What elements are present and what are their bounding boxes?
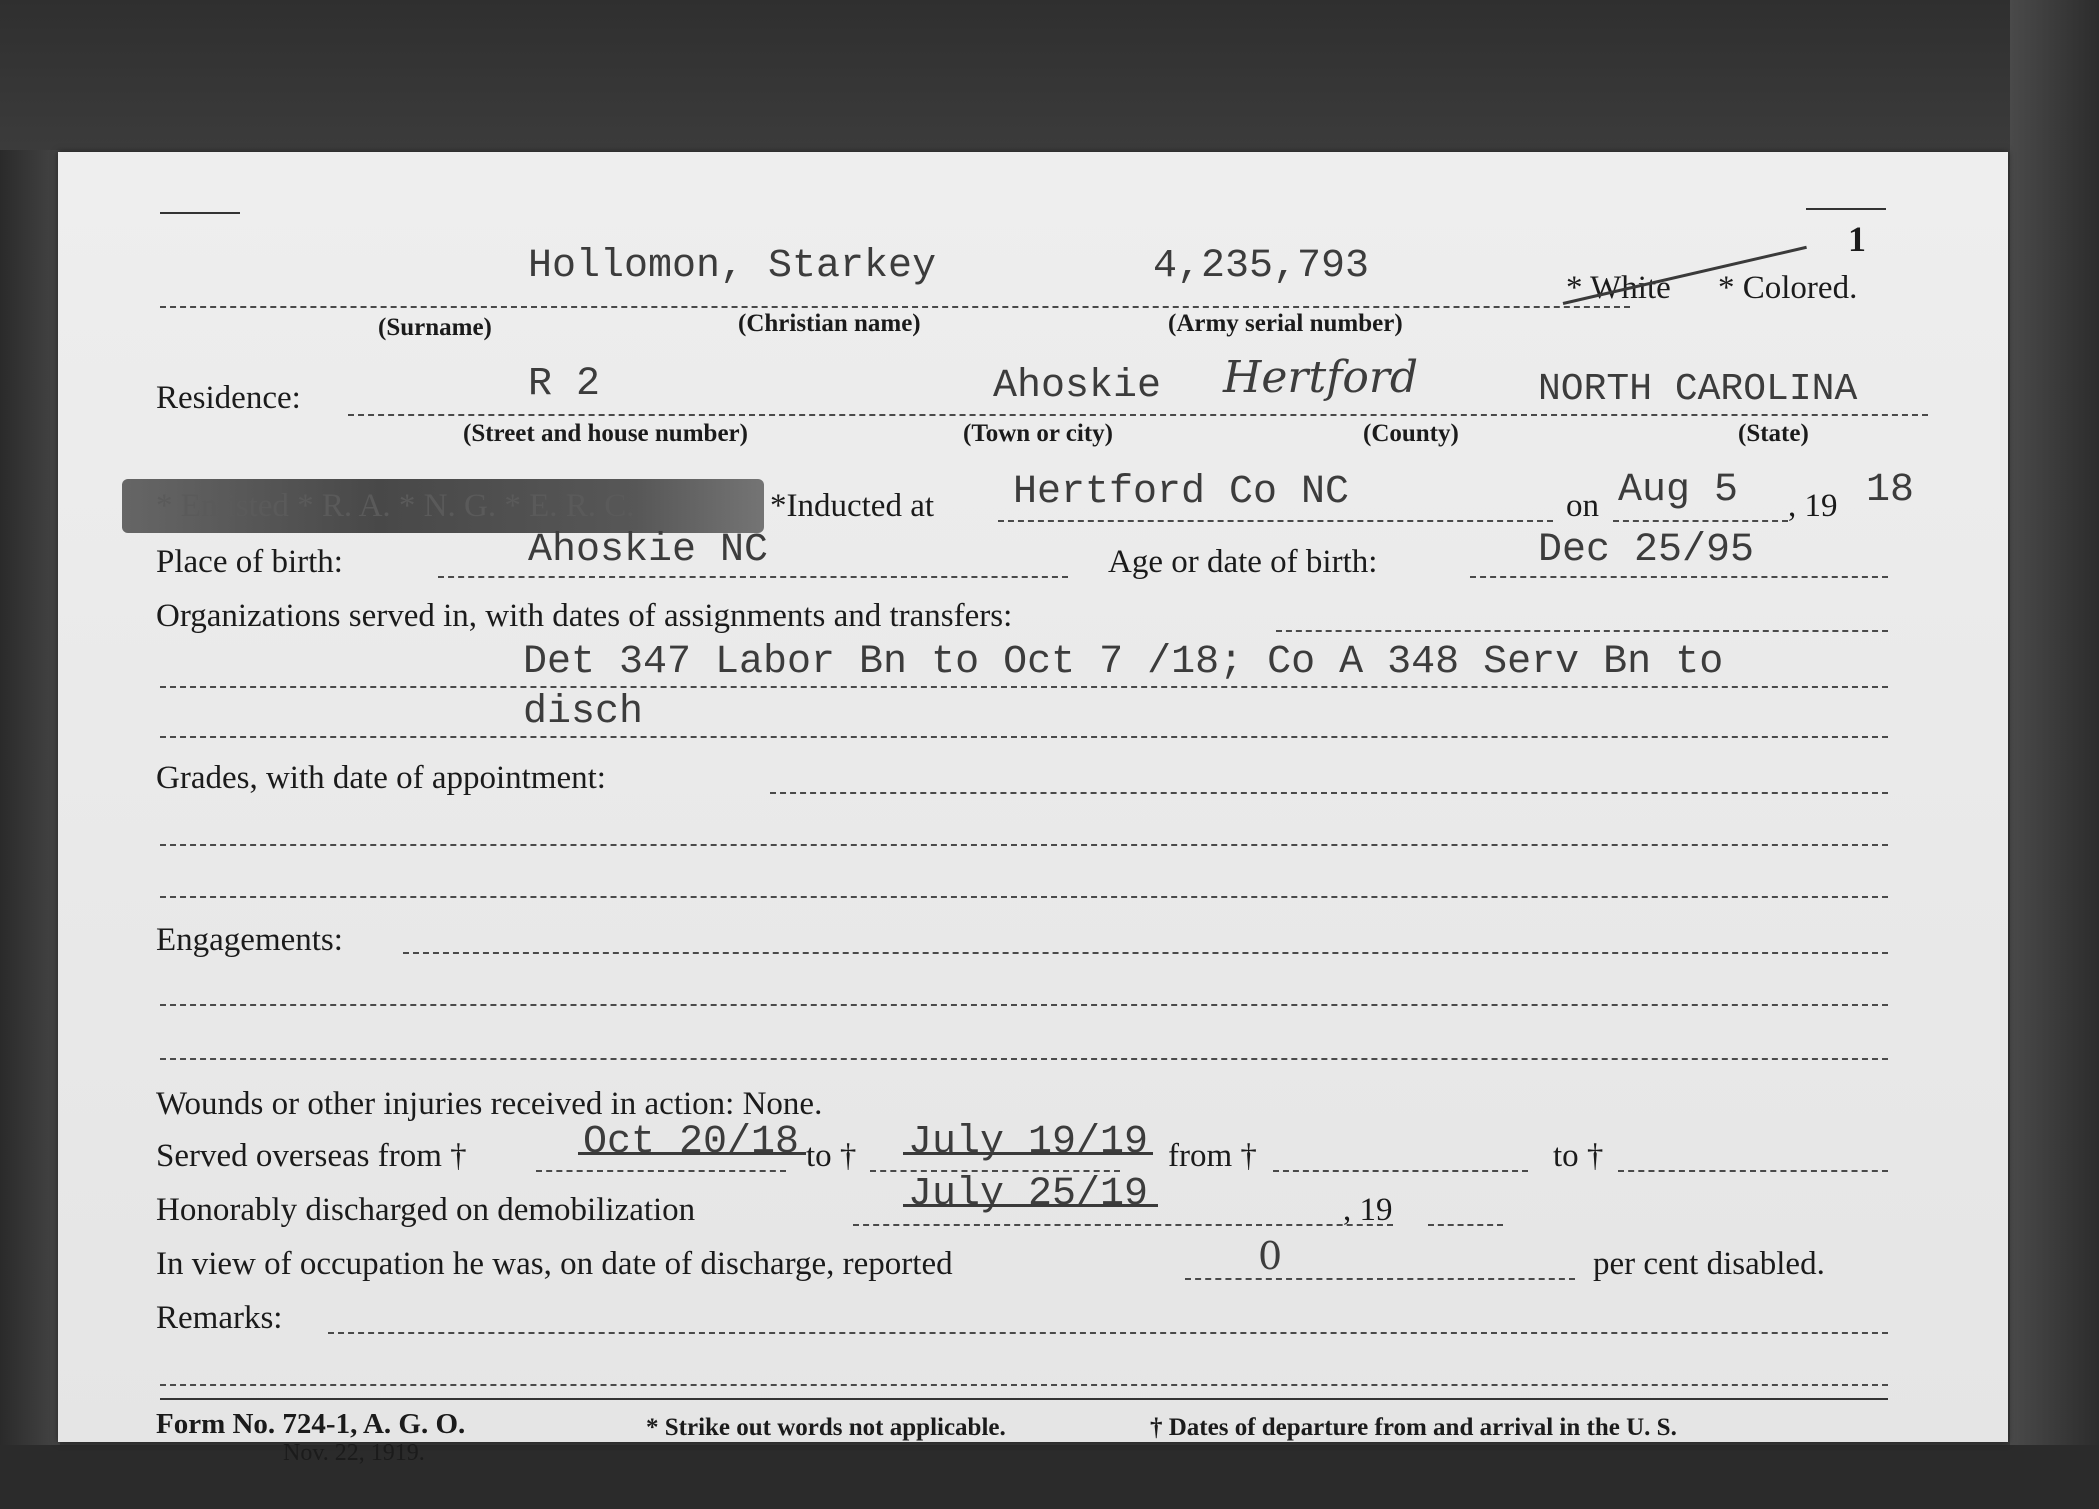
age-label: Age or date of birth: <box>1108 544 1378 580</box>
caption-street: (Street and house number) <box>463 420 748 447</box>
to2-label: to † <box>1553 1138 1604 1174</box>
discharge-strike <box>903 1204 1158 1207</box>
card-number: 1 <box>1848 219 1866 259</box>
grades-line-2 <box>160 896 1888 898</box>
engagements-line-2 <box>160 1058 1888 1060</box>
state-value: NORTH CAROLINA <box>1538 368 1858 411</box>
grades-line-0 <box>770 792 1888 794</box>
from2-line <box>1273 1170 1528 1172</box>
background-left <box>0 150 60 1509</box>
disabled-value: 0 <box>1258 1234 1283 1278</box>
to-label: to † <box>806 1138 857 1174</box>
county-value: Hertford <box>1223 352 1419 403</box>
top-right-rule <box>1806 208 1886 210</box>
birthplace-line <box>438 576 1068 578</box>
background-top <box>0 0 2099 170</box>
orgs-label: Organizations served in, with dates of assignments and transfers: <box>156 598 1013 634</box>
year-suffix: 18 <box>1866 468 1915 513</box>
discharge-line <box>853 1224 1393 1226</box>
top-left-rule <box>160 212 240 214</box>
street-value: R 2 <box>528 362 601 407</box>
orgs-line-0 <box>1276 630 1888 632</box>
enlisted-options: * Enlisted * R. A. * N. G. * E. R. C. <box>156 488 635 524</box>
year-prefix: , 19 <box>1788 488 1838 524</box>
birthplace-label: Place of birth: <box>156 544 343 580</box>
record-card <box>58 152 2008 1466</box>
discharge-label: Honorably discharged on demobilization <box>156 1192 696 1228</box>
wounds-label: Wounds or other injuries received in action: None. <box>156 1086 823 1122</box>
orgs-line-2 <box>160 736 1888 738</box>
note-dates: † Dates of departure from and arrival in the U. S. <box>1150 1414 1677 1441</box>
overseas-to-strike <box>903 1152 1153 1155</box>
inducted-place: Hertford Co NC <box>1013 470 1350 515</box>
residence-line <box>348 414 1928 416</box>
discharge-year-line <box>1428 1224 1503 1226</box>
grades-label: Grades, with date of appointment: <box>156 760 606 796</box>
caption-christian: (Christian name) <box>738 310 921 337</box>
caption-town: (Town or city) <box>963 420 1113 447</box>
grades-line-1 <box>160 844 1888 846</box>
race-white-option: * White <box>1566 270 1671 306</box>
overseas-to-value: July 19/19 <box>908 1120 1149 1165</box>
form-date: Nov. 22, 1919. <box>283 1440 425 1466</box>
name-line <box>160 306 1630 308</box>
orgs-line-1 <box>160 686 1888 688</box>
inducted-date: Aug 5 <box>1618 468 1739 513</box>
serial-value: 4,235,793 <box>1153 244 1370 289</box>
orgs-line1-value: Det 347 Labor Bn to Oct 7 /18; Co A 348 Serv Bn to <box>523 640 1724 685</box>
overseas-from-strike <box>578 1152 806 1155</box>
birthplace-value: Ahoskie NC <box>528 528 769 573</box>
disabled-line <box>1185 1278 1575 1280</box>
discharge-date-value: July 25/19 <box>908 1172 1149 1217</box>
engagements-line-0 <box>403 952 1888 954</box>
from2-label: from † <box>1168 1138 1257 1174</box>
caption-state: (State) <box>1738 420 1809 447</box>
footer-rule <box>160 1398 1888 1400</box>
birth-date-value: Dec 25/95 <box>1538 528 1755 573</box>
overseas-from-line <box>536 1170 786 1172</box>
caption-county: (County) <box>1363 420 1459 447</box>
discharge-year: , 19 <box>1343 1192 1393 1228</box>
orgs-line2-value: disch <box>523 690 644 735</box>
on-label: on <box>1566 488 1599 524</box>
caption-serial: (Army serial number) <box>1168 310 1403 337</box>
form-number: Form No. 724-1, A. G. O. <box>156 1408 466 1440</box>
inducted-label: *Inducted at <box>770 488 935 524</box>
engagements-line-1 <box>160 1004 1888 1006</box>
remarks-line-1 <box>160 1384 1888 1386</box>
overseas-from-value: Oct 20/18 <box>583 1120 800 1165</box>
note-strike: * Strike out words not applicable. <box>646 1414 1006 1441</box>
inducted-line <box>998 520 1553 522</box>
background-right <box>2010 0 2099 1509</box>
town-value: Ahoskie <box>993 364 1162 409</box>
occupation-label: In view of occupation he was, on date of discharge, reported <box>156 1246 953 1282</box>
remarks-line-0 <box>328 1332 1888 1334</box>
birth-date-line <box>1470 576 1888 578</box>
inducted-date-line <box>1613 520 1788 522</box>
race-colored-option: * Colored. <box>1718 270 1858 306</box>
residence-label: Residence: <box>156 380 301 416</box>
caption-surname: (Surname) <box>378 314 492 341</box>
engagements-label: Engagements: <box>156 922 343 958</box>
name-value: Hollomon, Starkey <box>528 244 937 289</box>
remarks-label: Remarks: <box>156 1300 283 1336</box>
disabled-label: per cent disabled. <box>1593 1246 1825 1282</box>
to2-line <box>1618 1170 1888 1172</box>
overseas-label: Served overseas from † <box>156 1138 467 1174</box>
